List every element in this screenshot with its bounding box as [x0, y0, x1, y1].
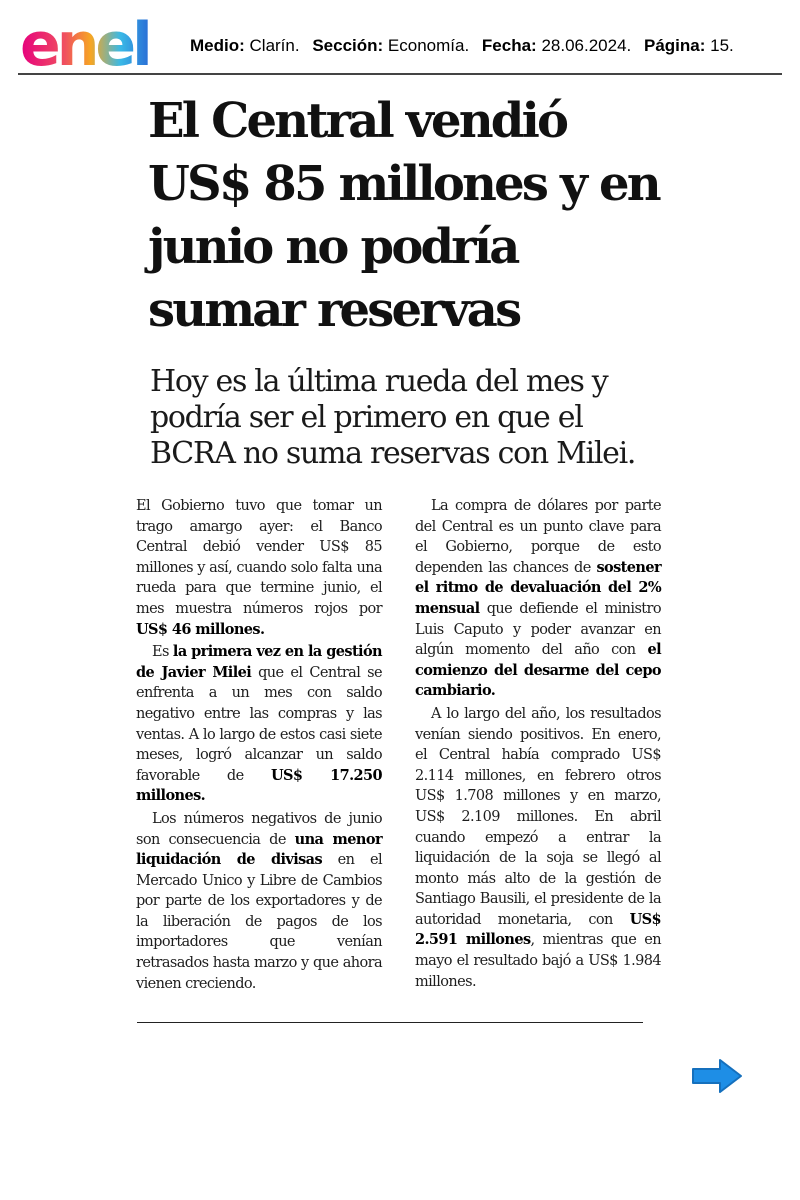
- highlight-text: US$ 17.250 millones.: [136, 766, 383, 805]
- paragraph: Los números negativos de junio son consecuencia de una menor liquidación de divisas en el Mercado Unico y Libre de Cambios por parte de los exportadores y de la liberación de pagos de los importadores que venían retrasados hasta marzo y que ahora vienen creciendo.: [136, 810, 382, 992]
- seccion-value: Economía.: [387, 36, 470, 55]
- article-subhead: Hoy es la última rueda del mes y podría ser el primero en que el BCRA no suma reservas con Milei.: [150, 364, 636, 471]
- pagina-value: 15.: [710, 36, 734, 55]
- header-divider: [18, 73, 782, 75]
- paragraph: La compra de dólares por parte del Central es un punto clave para el Gobierno, porque de esto dependen las chances de sostener el ritmo de devaluación del 2% mensual que defiende el ministro Luis Caputo y poder avanzar en algún momento del año con el comienzo del desarme del cepo cambiario.: [415, 498, 661, 700]
- clipping-metadata: [190, 36, 734, 56]
- highlight-text: sostener el ritmo de devaluación del 2% mensual: [415, 558, 661, 617]
- medio-value: Clarín.: [249, 36, 300, 55]
- article-end-divider: [137, 1022, 643, 1023]
- article-column-right: [415, 496, 661, 994]
- svg-text:enel: enel: [20, 10, 149, 72]
- highlight-text: el comienzo del desarme del cepo cambiario.: [415, 641, 661, 700]
- highlight-text: US$ 2.591 millones: [415, 910, 661, 949]
- paragraph: Es la primera vez en la gestión de Javier Milei que el Central se enfrenta a un mes con saldo negativo entre las compras y las ventas. A lo largo de estos casi siete meses, logró alcanzar un saldo favorable de US$ 17.250 millones.: [136, 643, 383, 805]
- enel-logo: [18, 10, 178, 72]
- seccion-label: Sección:: [312, 36, 384, 55]
- article-column-left: [136, 496, 382, 996]
- article-headline: El Central vendió US$ 85 millones y en junio no podría sumar reservas: [148, 93, 659, 338]
- highlight-text: US$ 46 millones.: [136, 620, 265, 638]
- highlight-text: una menor liquidación de divisas: [136, 830, 382, 869]
- paragraph: A lo largo del año, los resultados venían siendo positivos. En enero, el Central había comprado US$ 2.114 millones, en febrero otros US$ 1.708 millones y en marzo, US$ 2.109 millones. En abril cuando empezó a entrar la liquidación de la soja se llegó al monto más alto de la gestión de Santiago Bausili, el presidente de la autoridad monetaria, con US$ 2.591 millones, mientras que en mayo el resultado bajó a US$ 1.984 millones.: [415, 705, 661, 990]
- fecha-value: 28.06.2024.: [541, 36, 632, 55]
- highlight-text: la primera vez en la gestión de Javier Milei: [136, 643, 382, 681]
- clipping-header: [18, 8, 782, 74]
- pagina-label: Página:: [644, 36, 706, 55]
- medio-label: Medio:: [190, 36, 245, 55]
- paragraph: El Gobierno tuvo que tomar un trago amargo ayer: el Banco Central debió vender US$ 85 millones y así, cuando solo falta una rueda para que termine junio, el mes muestra números rojos por US$ 46 millones.: [136, 498, 382, 638]
- fecha-label: Fecha:: [481, 36, 537, 55]
- right-arrow-icon[interactable]: [690, 1058, 744, 1094]
